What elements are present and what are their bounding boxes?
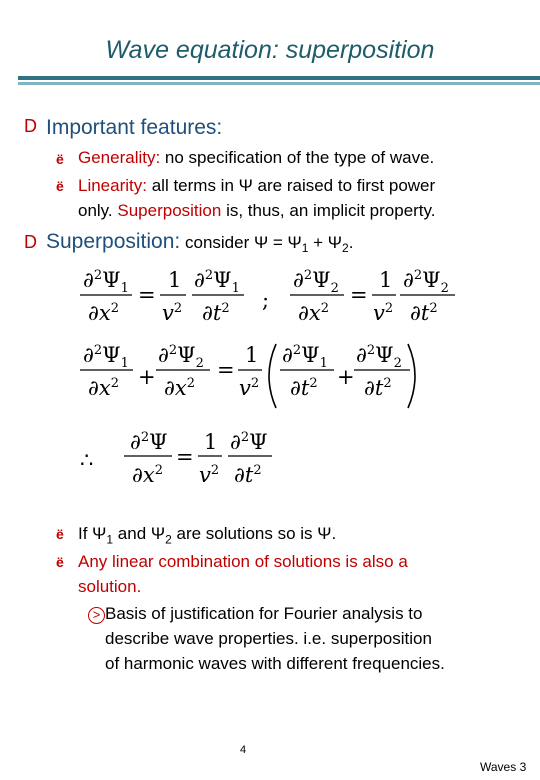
svg-text:v2: $v^2$ bbox=[199, 463, 220, 487]
svg-text:=: = bbox=[217, 358, 235, 382]
svg-text:=: = bbox=[350, 283, 368, 307]
diamond-bullet-icon: D bbox=[24, 232, 37, 252]
svg-text:∂2Ψ2: $\partial^2\Psi_2$ bbox=[356, 343, 402, 371]
conclusion-linear-combination-line2: solution. bbox=[78, 577, 142, 596]
svg-text:∂2Ψ2: $\partial^2\Psi_2$ bbox=[293, 268, 339, 296]
checkmark-bullet-icon: ë bbox=[56, 151, 64, 167]
svg-text:+: + bbox=[138, 365, 156, 389]
svg-text:∂x2: $\partial x^2$ bbox=[132, 463, 163, 487]
page-number: 4 bbox=[240, 744, 247, 756]
checkmark-bullet-icon: ë bbox=[56, 526, 64, 542]
svg-text:∂2Ψ1: $\partial^2\Psi_1$ bbox=[194, 268, 240, 296]
conclusion1-pre: If Ψ bbox=[78, 524, 107, 543]
superposition-heading-text: consider Ψ = Ψ bbox=[180, 233, 302, 252]
diamond-bullet-icon: D bbox=[24, 116, 37, 136]
svg-text:=: = bbox=[176, 445, 194, 469]
svg-text:∂t2: $\partial t^2$ bbox=[364, 376, 392, 400]
feature-linearity-line2 bbox=[78, 201, 436, 221]
svg-text:∂t2: $\partial t^2$ bbox=[410, 301, 438, 325]
svg-text:1: 1 bbox=[204, 430, 218, 454]
svg-text:∂2Ψ1: $\partial^2\Psi_1$ bbox=[282, 343, 328, 371]
conclusion-solutions bbox=[78, 524, 336, 546]
checkmark-bullet-icon: ë bbox=[56, 178, 64, 194]
generality-text: no specification of the type of wave. bbox=[160, 148, 435, 167]
svg-text:v2: $v^2$ bbox=[239, 376, 260, 400]
feature-generality bbox=[78, 148, 434, 168]
linearity-line2-pre: only. bbox=[78, 201, 118, 220]
superposition-heading-end: . bbox=[348, 233, 354, 252]
title-rule-light bbox=[18, 82, 540, 85]
svg-text:∂x2: $\partial x^2$ bbox=[88, 301, 119, 325]
superposition-heading-key: Superposition: bbox=[46, 230, 181, 253]
equation-sum bbox=[80, 343, 415, 408]
conclusion-linear-combination: Any linear combination of solutions is also a bbox=[78, 552, 408, 571]
svg-text:1: 1 bbox=[379, 268, 393, 292]
svg-text:∂t2: $\partial t^2$ bbox=[290, 376, 318, 400]
fourier-note-line2: describe wave properties. i.e. superposition bbox=[105, 629, 432, 648]
footer-label: Waves 3 bbox=[480, 760, 527, 774]
svg-text:=: = bbox=[138, 283, 156, 307]
checkmark-bullet-icon: ë bbox=[56, 554, 64, 570]
title-rule-dark bbox=[18, 76, 540, 80]
feature-linearity bbox=[78, 176, 435, 196]
conclusion1-mid: and Ψ bbox=[113, 524, 166, 543]
features-heading: Important features: bbox=[46, 116, 223, 139]
superposition-heading-plus: + Ψ bbox=[308, 233, 343, 252]
svg-text:∂2Ψ1: $\partial^2\Psi_1$ bbox=[83, 268, 129, 296]
svg-text:∂2Ψ2: $\partial^2\Psi_2$ bbox=[403, 268, 449, 296]
equation-psi2 bbox=[290, 268, 455, 325]
arrow-bullet-icon: > bbox=[88, 607, 105, 624]
svg-text:v2: $v^2$ bbox=[162, 301, 183, 325]
slide-title: Wave equation: superposition bbox=[105, 36, 435, 64]
svg-text:1: 1 bbox=[168, 268, 182, 292]
svg-text:∂2Ψ: ∂$^2$Ψ bbox=[130, 430, 168, 454]
conclusion1-sub1: 1 bbox=[106, 532, 114, 547]
svg-text:∂x2: $\partial x^2$ bbox=[298, 301, 329, 325]
generality-key: Generality: bbox=[78, 148, 161, 167]
conclusion1-sub2: 2 bbox=[165, 532, 172, 547]
linearity-line2-post: is, thus, an implicit property. bbox=[221, 201, 436, 220]
svg-text:∂2Ψ2: $\partial^2\Psi_2$ bbox=[158, 343, 204, 371]
svg-text:;: ; bbox=[262, 288, 270, 312]
superposition-heading bbox=[46, 230, 353, 255]
conclusion1-post: are solutions so is Ψ. bbox=[171, 524, 337, 543]
svg-text:∂2Ψ: ∂$^2$Ψ bbox=[230, 430, 268, 454]
svg-text:∂x2: $\partial x^2$ bbox=[164, 376, 195, 400]
svg-text:∂t2: $\partial t^2$ bbox=[234, 463, 262, 487]
fourier-note-line3: of harmonic waves with different frequencies. bbox=[105, 654, 445, 673]
heading-sub-2: 2 bbox=[342, 241, 349, 256]
linearity-text: all terms in Ψ are raised to first power bbox=[146, 176, 436, 195]
svg-text:+: + bbox=[337, 365, 355, 389]
svg-text:∂x2: $\partial x^2$ bbox=[88, 376, 119, 400]
svg-text:v2: $v^2$ bbox=[373, 301, 394, 325]
equation-result bbox=[80, 430, 272, 487]
svg-text:∂2Ψ1: $\partial^2\Psi_1$ bbox=[83, 343, 129, 371]
equation-psi1 bbox=[80, 268, 269, 325]
heading-sub-1: 1 bbox=[301, 241, 309, 256]
wave-equations-figure bbox=[0, 262, 540, 502]
superposition-key: Superposition bbox=[117, 201, 222, 220]
svg-text:1: 1 bbox=[245, 343, 259, 367]
linearity-key: Linearity: bbox=[78, 176, 147, 195]
fourier-note-line1: Basis of justification for Fourier analysis to bbox=[105, 604, 423, 623]
svg-text:∂t2: $\partial t^2$ bbox=[202, 301, 230, 325]
svg-text:∴: ∴ bbox=[80, 448, 94, 472]
